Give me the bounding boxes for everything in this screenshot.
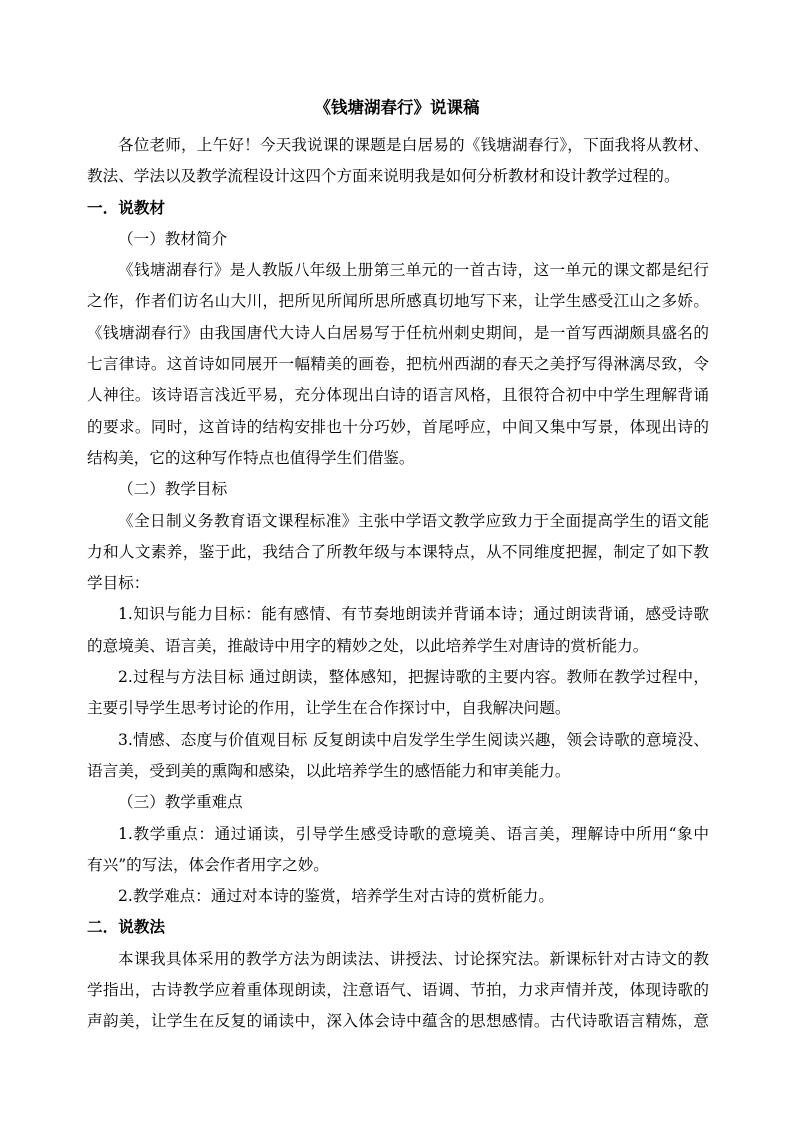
- text-line: 《钱塘湖春行》由我国唐代大诗人白居易写于任杭州刺史期间，是一首写西湖颇具盛名的: [87, 323, 709, 342]
- text-line: 主要引导学生思考讨论的作用，让学生在合作探讨中，自我解决问题。: [87, 699, 571, 718]
- text-line: 《全日制义务教育语文课程标准》主张中学语文教学应致力于全面提高学生的语文能: [118, 511, 709, 530]
- text-line: 结构美，它的这种写作特点也值得学生们借鉴。: [87, 448, 415, 467]
- text-line: 各位老师，上午好！今天我说课的课题是白居易的《钱塘湖春行》，下面我将从教材、: [118, 136, 709, 154]
- text-line: 2.教学难点：通过对本诗的鉴赏，培养学生对古诗的赏析能力。: [118, 887, 554, 906]
- text-line: 2.过程与方法目标 通过朗读，整体感知，把握诗歌的主要内容。教师在教学过程中，: [118, 668, 709, 687]
- text-line: 本课我具体采用的教学方法为朗读法、讲授法、讨论探究法。新课标针对古诗文的教: [118, 949, 709, 968]
- text-line: 3.情感、态度与价值观目标 反复朗读中启发学生学生阅读兴趣，领会诗歌的意境没、: [118, 730, 709, 749]
- text-line: 的意境美、语言美，推敲诗中用字的精妙之处，以此培养学生对唐诗的赏析能力。: [87, 636, 649, 655]
- text-line: 1.教学重点：通过诵读，引导学生感受诗歌的意境美、语言美，理解诗中所用“象中: [118, 824, 709, 843]
- document-title: 《钱塘湖春行》说课稿: [314, 98, 480, 117]
- text-line: （二）教学目标: [118, 480, 228, 499]
- document-body: [87, 130, 709, 1038]
- text-line: 学指出，古诗教学应着重体现朗读，注意语气、语调、节拍，力求声情并茂，体现诗歌的: [87, 981, 709, 1000]
- text-line: （一）教材简介: [118, 229, 228, 248]
- text-line: 1.知识与能力目标：能有感情、有节奏地朗读并背诵本诗；通过朗读背诵，感受诗歌: [118, 605, 709, 624]
- text-line: 七言律诗。这首诗如同展开一幅精美的画卷，把杭州西湖的春天之美抒写得淋漓尽致，令: [87, 355, 709, 374]
- text-line: （三）教学重难点: [118, 793, 243, 812]
- text-line: 教法、学法以及教学流程设计这四个方面来说明我是如何分析教材和设计教学过程的。: [87, 167, 680, 186]
- section-heading: 一．说教材: [87, 198, 165, 217]
- text-line: 人神往。该诗语言浅近平易，充分体现出白诗的语言风格，且很符合初中中学生理解背诵: [87, 386, 709, 405]
- text-line: 《钱塘湖春行》是人教版八年级上册第三单元的一首古诗，这一单元的课文都是纪行: [118, 261, 709, 280]
- text-line: 之作，作者们访名山大川，把所见所闻所思所感真切地写下来，让学生感受江山之多娇。: [87, 292, 709, 311]
- text-line: 语言美，受到美的熏陶和感染，以此培养学生的感悟能力和审美能力。: [87, 761, 571, 780]
- text-line: 声韵美，让学生在反复的诵读中，深入体会诗中蕴含的思想感情。古代诗歌语言精炼，意: [87, 1012, 709, 1031]
- section-heading: 二．说教法: [87, 918, 165, 937]
- text-line: 有兴”的写法，体会作者用字之妙。: [87, 855, 329, 874]
- text-line: 学目标：: [87, 574, 150, 593]
- text-line: 的要求。同时，这首诗的结构安排也十分巧妙，首尾呼应，中间又集中写景，体现出诗的: [87, 417, 709, 436]
- text-line: 力和人文素养，鉴于此，我结合了所教年级与本课特点，从不同维度把握，制定了如下教: [87, 542, 709, 561]
